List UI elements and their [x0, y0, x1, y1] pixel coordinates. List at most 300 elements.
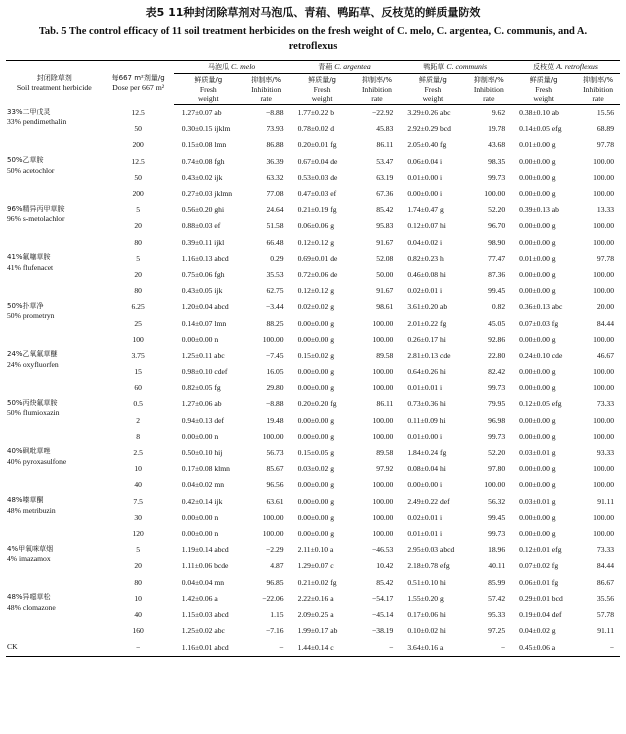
inhibition-rate-header: 抑制率/% Inhibition rate — [355, 74, 400, 105]
fresh-weight-cell: 0.42±0.14 ijk — [181, 496, 223, 506]
fresh-weight-cell: 0.07±0.03 fg — [519, 318, 559, 328]
inhibition-rate-cell: 100.00 — [593, 334, 614, 344]
fresh-weight-cell: 0.00±0.00 g — [519, 528, 556, 538]
inhibition-rate-cell: −7.16 — [266, 626, 284, 636]
herbicide-name: 96%精异丙甲草胺 96% s-metolachlor — [7, 204, 65, 224]
inhibition-rate-cell: 77.08 — [266, 189, 284, 199]
fresh-weight-cell: 2.01±0.22 fg — [407, 318, 447, 328]
fresh-weight-cell: 0.00±0.00 g — [519, 269, 556, 279]
inhibition-rate-cell: 100.00 — [372, 367, 394, 377]
inhibition-rate-cell: 88.25 — [266, 318, 284, 328]
fresh-weight-cell: 1.42±0.06 a — [181, 593, 218, 603]
fresh-weight-cell: 0.00±0.00 g — [519, 512, 556, 522]
inhibition-rate-cell: 100.00 — [484, 480, 506, 490]
fresh-weight-cell: 0.73±0.36 hi — [407, 399, 446, 409]
inhibition-rate-cell: 91.67 — [376, 237, 394, 247]
inhibition-rate-cell: 56.73 — [266, 448, 284, 458]
herbicide-header-cn: 封闭除草剂 — [36, 73, 72, 82]
fresh-weight-cell: 3.64±0.16 a — [399, 639, 466, 657]
inhibition-rate-cell: 85.42 — [376, 205, 394, 215]
fresh-weight-cell: 0.20±0.01 fg — [297, 140, 337, 150]
dose-header-cn: 每667 m²剂量/g — [111, 73, 165, 82]
dose-cell: 80 — [134, 577, 142, 587]
inhibition-rate-cell: 50.00 — [376, 269, 394, 279]
table-row — [6, 542, 620, 558]
fresh-weight-cell: 1.55±0.20 g — [407, 593, 444, 603]
dose-cell: 80 — [134, 286, 142, 296]
fresh-weight-cell: 0.00±0.00 g — [297, 431, 335, 441]
fresh-weight-cell: 0.00±0.00 g — [519, 334, 556, 344]
inhibition-rate-cell: 18.96 — [488, 545, 506, 555]
fresh-weight-cell: 0.00±0.00 g — [519, 480, 556, 490]
fresh-weight-cell: 0.00±0.00 g — [297, 528, 335, 538]
dose-cell: 5 — [136, 205, 141, 215]
caption-en: Tab. 5 The control efficacy of 11 soil treatment herbicides on the fresh weight of C. melo, C. argentea, C. communis, and A. retroflexus — [38, 26, 588, 52]
inhibition-rate-cell: 99.73 — [488, 431, 506, 441]
inhibition-rate-cell: 73.33 — [596, 399, 614, 409]
fresh-weight-cell: 0.38±0.10 ab — [519, 108, 559, 118]
fresh-weight-cell: 1.15±0.03 abcd — [181, 609, 229, 619]
inhibition-rate-cell: 85.42 — [376, 577, 394, 587]
dose-cell: 30 — [134, 512, 142, 522]
dose-cell: 8 — [136, 431, 141, 441]
inhibition-rate-cell: 100.00 — [484, 189, 506, 199]
fresh-weight-cell: 0.04±0.04 mn — [181, 577, 225, 587]
fresh-weight-cell: 0.39±0.11 ijkl — [181, 237, 225, 247]
fresh-weight-cell: 1.16±0.13 abcd — [181, 253, 229, 263]
inhibition-rate-cell: 100.00 — [262, 334, 284, 344]
dose-cell: 0.5 — [133, 399, 143, 409]
inhibition-rate-cell: 100.00 — [593, 172, 614, 182]
fresh-weight-cell: 0.94±0.13 def — [181, 415, 225, 425]
fresh-weight-header: 鲜质量/g Fresh weight — [399, 74, 466, 105]
species-header-3: 反枝苋 A. retroflexus — [511, 61, 620, 74]
inhibition-rate-cell: 96.56 — [266, 480, 284, 490]
fresh-weight-cell: 1.27±0.07 ab — [181, 108, 222, 118]
dose-cell: 3.75 — [131, 350, 145, 360]
fresh-weight-cell: 0.01±0.00 i — [407, 172, 443, 182]
fresh-weight-cell: 0.15±0.02 g — [297, 350, 335, 360]
fresh-weight-cell: 0.72±0.06 de — [297, 269, 338, 279]
fresh-weight-cell: 0.30±0.15 ijklm — [181, 124, 231, 134]
herbicide-name: 40%砜吡草唑 40% pyroxasulfone — [7, 447, 67, 466]
herbicide-col-header — [6, 61, 103, 105]
fresh-weight-cell: 0.36±0.13 abc — [519, 302, 563, 312]
fresh-weight-cell: 0.03±0.02 g — [297, 464, 335, 474]
fresh-weight-cell: 1.11±0.06 bcde — [181, 561, 229, 571]
fresh-weight-cell: 1.19±0.14 abcd — [181, 545, 229, 555]
fresh-weight-cell: 2.95±0.03 abcd — [407, 545, 455, 555]
dose-cell: 20 — [134, 561, 142, 571]
fresh-weight-cell: 0.78±0.02 d — [297, 124, 335, 134]
inhibition-rate-cell: 100.00 — [593, 431, 614, 441]
inhibition-rate-cell: − — [576, 639, 620, 657]
dose-cell: 20 — [134, 269, 142, 279]
fresh-weight-cell: 2.81±0.13 cde — [407, 350, 451, 360]
efficacy-table — [6, 60, 620, 657]
fresh-weight-cell: 1.20±0.04 abcd — [181, 302, 229, 312]
fresh-weight-cell: 0.24±0.10 cde — [519, 350, 563, 360]
inhibition-rate-cell: 99.45 — [488, 286, 506, 296]
fresh-weight-cell: 1.16±0.01 abcd — [174, 639, 243, 657]
table-row — [6, 202, 620, 218]
inhibition-rate-cell: 91.67 — [376, 286, 394, 296]
dose-cell: 7.5 — [133, 496, 143, 506]
inhibition-rate-cell: 97.78 — [596, 253, 614, 263]
fresh-weight-cell: 0.12±0.12 g — [297, 286, 335, 296]
species-header-2: 鸭跖草 C. communis — [399, 61, 511, 74]
table-body — [6, 105, 620, 657]
dose-cell: 40 — [134, 480, 142, 490]
fresh-weight-cell: 0.12±0.01 efg — [519, 545, 562, 555]
fresh-weight-cell: 0.15±0.08 lmn — [181, 140, 227, 150]
herbicide-name: 48%异噁草松 48% clomazone — [7, 593, 56, 612]
inhibition-rate-cell: 89.58 — [376, 350, 394, 360]
inhibition-rate-cell: 99.45 — [488, 512, 506, 522]
inhibition-rate-cell: 99.73 — [488, 528, 506, 538]
dose-cell: 12.5 — [131, 156, 145, 166]
inhibition-rate-header: 抑制率/% Inhibition rate — [243, 74, 290, 105]
dose-cell: 40 — [134, 609, 142, 619]
fresh-weight-cell: 0.75±0.06 fgh — [181, 269, 225, 279]
dose-cell: 10 — [134, 593, 142, 603]
inhibition-rate-cell: 73.93 — [266, 124, 284, 134]
dose-cell: 5 — [136, 545, 141, 555]
dose-cell: 80 — [134, 237, 142, 247]
inhibition-rate-cell: 73.33 — [596, 545, 614, 555]
inhibition-rate-cell: 57.42 — [488, 593, 506, 603]
fresh-weight-cell: 0.01±0.00 i — [407, 431, 443, 441]
inhibition-rate-cell: 10.42 — [376, 561, 394, 571]
inhibition-rate-cell: 4.87 — [270, 561, 284, 571]
fresh-weight-cell: 0.06±0.01 fg — [519, 577, 559, 587]
inhibition-rate-cell: 85.99 — [488, 577, 506, 587]
fresh-weight-cell: 0.00±0.00 g — [519, 156, 556, 166]
fresh-weight-cell: 0.00±0.00 g — [297, 512, 335, 522]
fresh-weight-cell: 0.00±0.00 g — [297, 383, 335, 393]
inhibition-rate-cell: 98.90 — [488, 237, 506, 247]
fresh-weight-cell: 0.00±0.00 g — [297, 334, 335, 344]
fresh-weight-cell: 0.11±0.09 hi — [407, 415, 446, 425]
fresh-weight-cell: 0.00±0.00 g — [519, 221, 556, 231]
inhibition-rate-cell: 0.82 — [491, 302, 506, 312]
inhibition-rate-cell: 100.00 — [593, 221, 614, 231]
fresh-weight-cell: 0.00±0.00 g — [297, 318, 335, 328]
inhibition-rate-cell: 52.20 — [488, 448, 506, 458]
fresh-weight-cell: 0.00±0.00 g — [297, 496, 335, 506]
inhibition-rate-cell: −45.14 — [371, 609, 394, 619]
fresh-weight-cell: 0.20±0.20 fg — [297, 399, 337, 409]
fresh-weight-cell: 0.00±0.00 g — [519, 172, 556, 182]
inhibition-rate-cell: 62.75 — [266, 286, 284, 296]
table-row — [6, 347, 620, 363]
inhibition-rate-cell: 63.61 — [266, 496, 284, 506]
fresh-weight-cell: 0.51±0.10 hi — [407, 577, 446, 587]
inhibition-rate-cell: 9.62 — [491, 108, 506, 118]
inhibition-rate-cell: 99.73 — [488, 172, 506, 182]
fresh-weight-cell: 2.92±0.29 bcd — [407, 124, 451, 134]
table-row — [6, 250, 620, 266]
herbicide-name: 50%扑草净 50% prometryn — [7, 301, 55, 321]
fresh-weight-cell: 0.26±0.17 hi — [407, 334, 446, 344]
inhibition-rate-cell: 100.00 — [593, 512, 614, 522]
inhibition-rate-cell: − — [466, 639, 511, 657]
fresh-weight-cell: 1.25±0.11 abc — [181, 350, 225, 360]
inhibition-rate-cell: 91.11 — [597, 496, 614, 506]
inhibition-rate-cell: 97.80 — [488, 464, 506, 474]
fresh-weight-cell: 0.04±0.02 mn — [181, 480, 225, 490]
fresh-weight-cell: 2.05±0.40 fg — [407, 140, 447, 150]
herbicide-name: 48%嗪草酮 48% metribuzin — [7, 496, 56, 515]
inhibition-rate-cell: 52.20 — [488, 205, 506, 215]
dose-cell: 100 — [132, 334, 144, 344]
fresh-weight-cell: 1.27±0.06 ab — [181, 399, 222, 409]
inhibition-rate-cell: 100.00 — [593, 237, 614, 247]
table-row — [6, 493, 620, 509]
fresh-weight-cell: 3.61±0.20 ab — [407, 302, 448, 312]
inhibition-rate-cell: 97.25 — [488, 626, 506, 636]
inhibition-rate-cell: −8.88 — [266, 399, 284, 409]
inhibition-rate-cell: 100.00 — [372, 480, 394, 490]
inhibition-rate-cell: 0.29 — [270, 253, 284, 263]
fresh-weight-cell: 0.00±0.00 g — [519, 367, 556, 377]
fresh-weight-cell: 0.00±0.00 g — [297, 367, 335, 377]
inhibition-rate-cell: 52.08 — [376, 253, 394, 263]
inhibition-rate-cell: 100.00 — [262, 512, 284, 522]
fresh-weight-cell: 0.47±0.03 ef — [297, 189, 337, 199]
inhibition-rate-cell: 29.80 — [266, 383, 284, 393]
inhibition-rate-cell: −2.29 — [266, 545, 284, 555]
fresh-weight-cell: 0.02±0.01 i — [407, 512, 443, 522]
fresh-weight-cell: 0.19±0.04 def — [519, 609, 562, 619]
fresh-weight-header: 鲜质量/g Fresh weight — [511, 74, 576, 105]
inhibition-rate-cell: 43.68 — [488, 140, 506, 150]
inhibition-rate-cell: 100.00 — [593, 286, 614, 296]
fresh-weight-cell: 0.67±0.04 de — [297, 156, 338, 166]
fresh-weight-cell: 0.06±0.04 i — [407, 156, 443, 166]
fresh-weight-cell: 0.02±0.01 i — [407, 286, 443, 296]
inhibition-rate-cell: 96.98 — [488, 415, 506, 425]
inhibition-rate-cell: 97.92 — [376, 464, 394, 474]
inhibition-rate-cell: 13.33 — [596, 205, 614, 215]
inhibition-rate-cell: 35.56 — [596, 593, 614, 603]
dose-cell: 2 — [136, 415, 141, 425]
fresh-weight-cell: 0.21±0.19 fg — [297, 205, 337, 215]
inhibition-rate-cell: 100.00 — [372, 496, 394, 506]
inhibition-rate-cell: 89.58 — [376, 448, 394, 458]
herbicide-name: 4%甲氧咪草烟 4% imazamox — [7, 544, 54, 564]
inhibition-rate-cell: −22.92 — [371, 108, 394, 118]
inhibition-rate-cell: 85.67 — [266, 464, 284, 474]
inhibition-rate-cell: 96.70 — [488, 221, 506, 231]
inhibition-rate-cell: 77.47 — [488, 253, 506, 263]
inhibition-rate-cell: 84.44 — [596, 561, 614, 571]
inhibition-rate-cell: 100.00 — [372, 528, 394, 538]
inhibition-rate-cell: 86.88 — [266, 140, 284, 150]
inhibition-rate-cell: − — [355, 639, 400, 657]
inhibition-rate-cell: 100.00 — [372, 431, 394, 441]
fresh-weight-cell: 0.15±0.05 g — [297, 448, 335, 458]
inhibition-rate-cell: 91.11 — [597, 626, 614, 636]
dose-cell: − — [103, 639, 174, 657]
fresh-weight-cell: 2.11±0.10 a — [297, 545, 334, 555]
inhibition-rate-cell: 67.36 — [376, 189, 394, 199]
fresh-weight-cell: 2.49±0.22 def — [407, 496, 450, 506]
dose-header-en: Dose per 667 m² — [112, 82, 165, 92]
fresh-weight-cell: 0.00±0.00 g — [519, 286, 556, 296]
inhibition-rate-cell: 100.00 — [262, 528, 284, 538]
dose-cell: 25 — [134, 318, 142, 328]
fresh-weight-cell: 1.44±0.14 c — [290, 639, 355, 657]
inhibition-rate-cell: 36.39 — [266, 156, 284, 166]
fresh-weight-cell: 0.04±0.02 i — [407, 237, 443, 247]
dose-col-header — [103, 61, 174, 105]
fresh-weight-cell: 0.00±0.00 g — [519, 464, 556, 474]
fresh-weight-cell: 0.03±0.01 g — [519, 496, 556, 506]
inhibition-rate-header: 抑制率/% Inhibition rate — [466, 74, 511, 105]
table-row — [6, 153, 620, 169]
species-header-0: 马泡瓜 C. melo — [174, 61, 290, 74]
fresh-weight-cell: 0.43±0.02 ijk — [181, 172, 223, 182]
fresh-weight-cell: 0.45±0.06 a — [511, 639, 576, 657]
inhibition-rate-cell: 100.00 — [372, 383, 394, 393]
inhibition-rate-cell: 86.67 — [596, 577, 614, 587]
inhibition-rate-cell: 93.33 — [596, 448, 614, 458]
inhibition-rate-cell: 35.53 — [266, 269, 284, 279]
inhibition-rate-cell: 53.47 — [376, 156, 394, 166]
inhibition-rate-cell: 24.64 — [266, 205, 284, 215]
table-row — [6, 590, 620, 606]
dose-cell: 20 — [134, 221, 142, 231]
inhibition-rate-cell: 56.32 — [488, 496, 506, 506]
inhibition-rate-cell: 79.95 — [488, 399, 506, 409]
inhibition-rate-cell: 45.83 — [376, 124, 394, 134]
herbicide-name: 41%氟噻草胺 41% flufenacet — [7, 253, 54, 272]
inhibition-rate-cell: 63.19 — [376, 172, 394, 182]
fresh-weight-cell: 0.00±0.00 g — [297, 480, 335, 490]
inhibition-rate-cell: 45.05 — [488, 318, 506, 328]
species-header-1: 青葙 C. argentea — [290, 61, 400, 74]
fresh-weight-cell: 1.99±0.17 ab — [297, 626, 338, 636]
caption-cn: 表5 11种封闭除草剂对马泡瓜、青葙、鸭跖草、反枝苋的鲜质量防效 — [145, 6, 481, 19]
fresh-weight-cell: 0.14±0.07 lmn — [181, 318, 227, 328]
dose-cell: 50 — [134, 172, 142, 182]
table-row — [6, 299, 620, 315]
dose-cell: 6.25 — [131, 302, 145, 312]
inhibition-rate-cell: 100.00 — [593, 367, 614, 377]
inhibition-rate-cell: 98.61 — [376, 302, 394, 312]
fresh-weight-cell: 0.01±0.01 i — [407, 528, 443, 538]
inhibition-rate-cell: 97.78 — [596, 140, 614, 150]
fresh-weight-cell: 0.69±0.01 de — [297, 253, 338, 263]
fresh-weight-header: 鲜质量/g Fresh weight — [290, 74, 355, 105]
inhibition-rate-cell: 63.32 — [266, 172, 284, 182]
inhibition-rate-cell: 95.33 — [488, 609, 506, 619]
fresh-weight-cell: 0.01±0.01 i — [407, 383, 443, 393]
fresh-weight-cell: 0.82±0.05 fg — [181, 383, 221, 393]
fresh-weight-cell: 1.74±0.47 g — [407, 205, 444, 215]
inhibition-rate-cell: −22.06 — [262, 593, 284, 603]
fresh-weight-cell: 0.01±0.00 g — [519, 253, 556, 263]
fresh-weight-cell: 2.22±0.16 a — [297, 593, 334, 603]
fresh-weight-cell: 0.00±0.00 g — [519, 237, 556, 247]
inhibition-rate-cell: 100.00 — [593, 528, 614, 538]
fresh-weight-cell: 1.77±0.22 b — [297, 108, 335, 118]
fresh-weight-cell: 0.08±0.04 hi — [407, 464, 446, 474]
inhibition-rate-cell: 100.00 — [593, 480, 614, 490]
inhibition-rate-cell: 22.80 — [488, 350, 506, 360]
fresh-weight-cell: 0.10±0.02 hi — [407, 626, 446, 636]
fresh-weight-cell: 0.00±0.00 n — [181, 512, 219, 522]
inhibition-rate-cell: 82.42 — [488, 367, 506, 377]
dose-cell: 5 — [136, 253, 141, 263]
inhibition-rate-cell: 98.35 — [488, 156, 506, 166]
dose-cell: 15 — [134, 367, 142, 377]
inhibition-rate-cell: 46.67 — [596, 350, 614, 360]
fresh-weight-cell: 0.27±0.03 jklmn — [181, 189, 233, 199]
inhibition-rate-cell: −8.88 — [266, 108, 284, 118]
inhibition-rate-cell: 19.78 — [488, 124, 506, 134]
ck-row — [6, 639, 620, 657]
herbicide-name: 50%乙草胺 50% acetochlor — [7, 156, 55, 175]
inhibition-rate-cell: 66.48 — [266, 237, 284, 247]
inhibition-rate-cell: 19.48 — [266, 415, 284, 425]
fresh-weight-cell: 2.09±0.25 a — [297, 609, 334, 619]
fresh-weight-cell: 0.00±0.00 g — [519, 189, 556, 199]
dose-cell: 60 — [134, 383, 142, 393]
fresh-weight-cell: 0.00±0.00 g — [519, 383, 556, 393]
fresh-weight-cell: 0.74±0.08 fgh — [181, 156, 225, 166]
dose-cell: 160 — [132, 626, 144, 636]
inhibition-rate-cell: 1.15 — [270, 609, 284, 619]
fresh-weight-cell: 0.46±0.08 hi — [407, 269, 446, 279]
inhibition-rate-cell: 100.00 — [593, 156, 614, 166]
inhibition-rate-cell: 100.00 — [372, 512, 394, 522]
fresh-weight-cell: 0.98±0.10 cdef — [181, 367, 228, 377]
herbicide-header-en: Soil treatment herbicide — [16, 82, 92, 92]
fresh-weight-cell: 1.25±0.02 abc — [181, 626, 225, 636]
inhibition-rate-cell: 100.00 — [593, 464, 614, 474]
inhibition-rate-cell: 20.00 — [596, 302, 614, 312]
inhibition-rate-cell: 100.00 — [593, 383, 614, 393]
inhibition-rate-cell: 92.86 — [488, 334, 506, 344]
ck-label: CK — [6, 639, 103, 657]
fresh-weight-cell: 1.29±0.07 c — [297, 561, 334, 571]
fresh-weight-cell: 0.01±0.00 g — [519, 140, 556, 150]
fresh-weight-cell: 0.39±0.13 ab — [519, 205, 559, 215]
fresh-weight-cell: 1.84±0.24 fg — [407, 448, 447, 458]
dose-cell: 2.5 — [133, 448, 143, 458]
inhibition-rate-cell: 68.89 — [596, 124, 614, 134]
dose-cell: 50 — [134, 124, 142, 134]
fresh-weight-header: 鲜质量/g Fresh weight — [174, 74, 243, 105]
inhibition-rate-cell: 96.85 — [266, 577, 284, 587]
inhibition-rate-cell: 100.00 — [372, 415, 394, 425]
fresh-weight-cell: 0.06±0.06 g — [297, 221, 335, 231]
inhibition-rate-cell: 100.00 — [593, 189, 614, 199]
fresh-weight-cell: 0.00±0.00 n — [181, 528, 219, 538]
inhibition-rate-cell: −46.53 — [371, 545, 394, 555]
fresh-weight-cell: 0.00±0.00 i — [407, 189, 443, 199]
fresh-weight-cell: 3.29±0.26 abc — [407, 108, 451, 118]
fresh-weight-cell: 0.12±0.12 g — [297, 237, 335, 247]
herbicide-name: 24%乙氧氟草醚 24% oxyfluorfen — [7, 350, 59, 369]
dose-cell: 12.5 — [131, 108, 145, 118]
fresh-weight-cell: 0.00±0.00 n — [181, 431, 219, 441]
herbicide-name: 33%二甲戊灵 33% pendimethalin — [7, 107, 67, 126]
fresh-weight-cell: 0.29±0.01 bcd — [519, 593, 563, 603]
inhibition-rate-cell: 86.11 — [376, 399, 394, 409]
